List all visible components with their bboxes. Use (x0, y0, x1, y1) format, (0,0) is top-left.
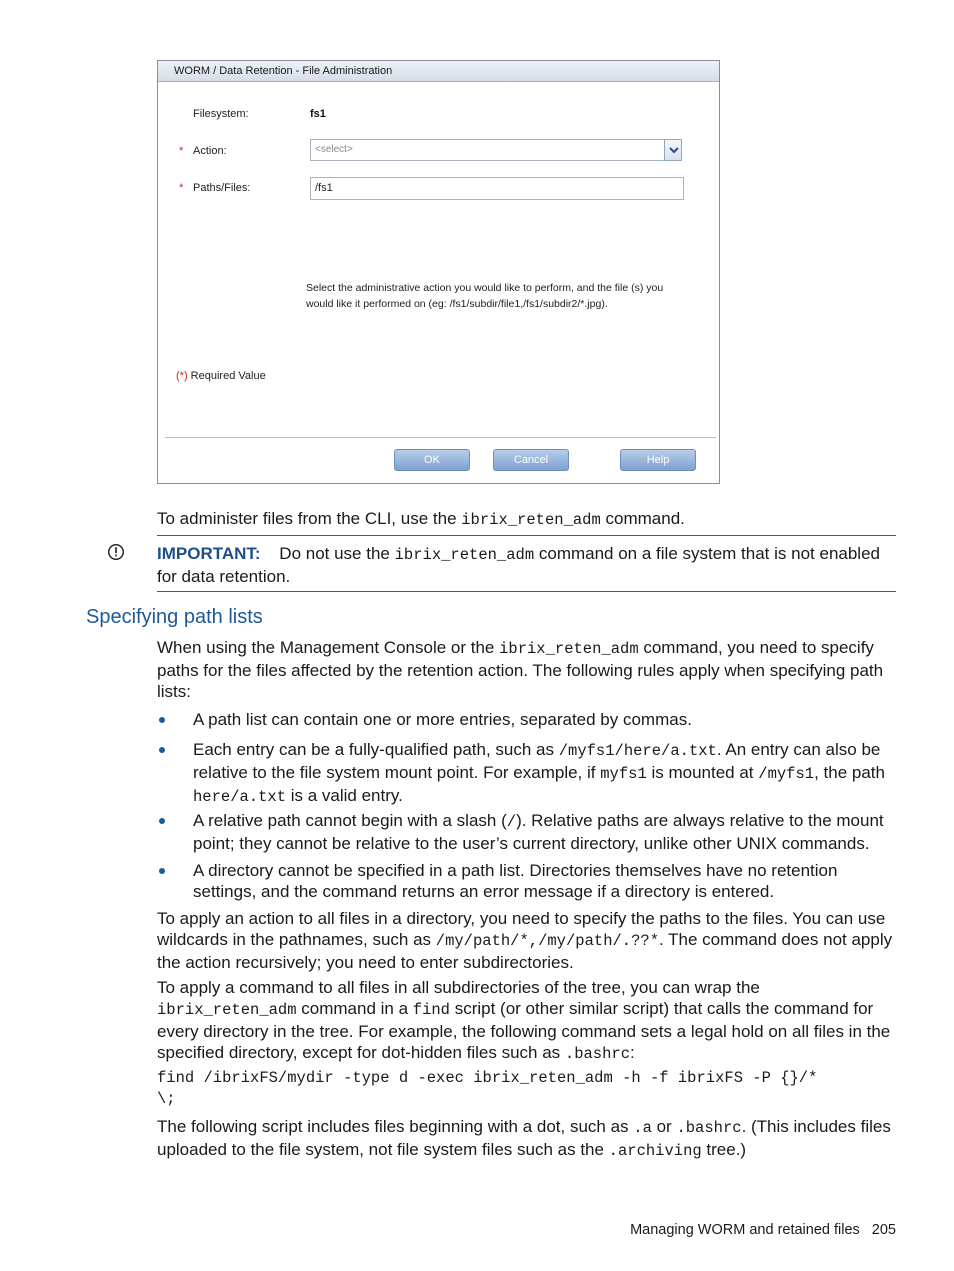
list-item-text: A path list can contain one or more entries, separated by commas. (193, 710, 692, 729)
dialog-divider (165, 437, 716, 439)
list-item (157, 860, 897, 902)
list-item-text: A directory cannot be specified in a path list. Directories themselves have no retention settings, and the command returns an error message if a directory is entered. (193, 861, 838, 901)
code-line: \; (157, 1090, 176, 1108)
filesystem-value: fs1 (310, 108, 326, 120)
important-bottom-rule (157, 591, 896, 592)
paths-label: Paths/Files: (193, 182, 251, 194)
code-block (157, 1068, 897, 1110)
section-heading: Specifying path lists (86, 606, 263, 628)
code-line: find /ibrixFS/mydir -type d -exec ibrix_reten_adm -h -f ibrixFS -P {}/* (157, 1069, 818, 1087)
important-command: ibrix_reten_adm (394, 546, 535, 564)
list-item-code: /myfs1 (758, 765, 815, 783)
list-item-code: here/a.txt (193, 788, 287, 806)
action-select-value: <select> (315, 144, 353, 155)
footer-title: Managing WORM and retained files (630, 1222, 860, 1238)
para2-code: /my/path/*,/my/path/.??* (435, 932, 660, 950)
para2-text-end: . The command does not apply the action recursively; you need to enter subdirectories. (157, 930, 893, 972)
para1-text-end: command, you need to specify paths for the files affected by the retention action. The following rules apply when specifying path lists: (157, 638, 884, 701)
required-note (176, 370, 266, 382)
para3-code: ibrix_reten_adm (157, 1001, 297, 1019)
intro-command: ibrix_reten_adm (461, 511, 601, 529)
para1-command: ibrix_reten_adm (499, 640, 639, 658)
required-mark: * (179, 182, 184, 194)
list-item (157, 810, 897, 854)
section-paragraph-2 (157, 908, 897, 973)
required-note-text: Required Value (190, 370, 266, 382)
para2-text: To apply an action to all files in a directory, you need to specify the paths to the files. You can use wildcards in the pathnames, such as (157, 909, 886, 949)
list-item-text: is a valid entry. (286, 786, 403, 805)
para4-text: . (This includes files uploaded to the file system, not file system files such as the (157, 1117, 891, 1159)
required-note-mark: (*) (176, 370, 188, 382)
section-paragraph-1 (157, 637, 897, 702)
para4-code: .bashrc (676, 1119, 742, 1137)
list-item-text: Each entry can be a fully-qualified path, such as (193, 740, 559, 759)
cancel-button[interactable]: Cancel (493, 449, 569, 471)
section-paragraph-4 (157, 1116, 897, 1162)
important-text: Do not use the (279, 544, 395, 563)
bullet-icon (159, 868, 165, 874)
list-item-text: , the path (814, 763, 885, 782)
intro-text: To administer files from the CLI, use the (157, 509, 462, 528)
rules-list (157, 739, 897, 808)
para4-text: or (651, 1117, 677, 1136)
para3-code: find (412, 1001, 450, 1019)
list-item-text: . An entry can also be relative to the file system mount point. For example, if (193, 740, 881, 782)
para4-code: .a (633, 1119, 652, 1137)
para4-code: .archiving (608, 1142, 702, 1160)
rules-list (157, 810, 897, 854)
dialog-title: WORM / Data Retention - File Administration (158, 61, 719, 82)
required-mark: * (179, 145, 184, 157)
para4-text: The following script includes files beginning with a dot, such as (157, 1117, 634, 1136)
para3-code: .bashrc (564, 1045, 631, 1063)
para3-text: To apply a command to all files in all subdirectories of the tree, you can wrap the (157, 978, 760, 997)
dialog-hint: Select the administrative action you would like to perform, and the file (s) you would like it performed on (eg: /fs1/subdir/file1,/fs1/subdir2/*.jpg). (306, 282, 664, 310)
list-item (157, 709, 897, 730)
help-button[interactable]: Help (620, 449, 696, 471)
bullet-icon (159, 747, 165, 753)
para3-text: script (or other similar script) that calls the command for every directory in the tree. For example, the following command sets a legal hold on all files in the specified directory, except for dot-hidden files such as (157, 999, 891, 1062)
rules-list (157, 860, 897, 902)
important-top-rule (157, 535, 896, 536)
important-icon (107, 543, 125, 561)
para4-text-end: tree.) (701, 1140, 747, 1159)
list-item-code: /myfs1/here/a.txt (558, 742, 717, 760)
bullet-icon (159, 818, 165, 824)
list-item-text: is mounted at (646, 763, 759, 782)
list-item-code: / (506, 813, 517, 831)
list-item-text: A relative path cannot begin with a slash ( (193, 811, 507, 830)
list-item (157, 739, 897, 808)
filesystem-label: Filesystem: (193, 108, 249, 120)
important-note (157, 543, 897, 587)
page-footer (630, 1222, 896, 1238)
action-select[interactable] (310, 139, 682, 161)
action-select-arrow[interactable] (664, 139, 682, 161)
section-paragraph-3 (157, 977, 897, 1065)
rules-list (157, 709, 897, 730)
para3-text: command in a (296, 999, 413, 1018)
chevron-down-icon (669, 147, 679, 154)
ok-button[interactable]: OK (394, 449, 470, 471)
important-label: IMPORTANT: (157, 544, 261, 563)
intro-paragraph (157, 508, 897, 531)
bullet-icon (159, 717, 165, 723)
page-number: 205 (871, 1222, 896, 1238)
intro-text-end: command. (600, 509, 685, 528)
list-item-text: ). Relative paths are always relative to the mount point; they cannot be relative to the user’s current directory, unlike other UNIX commands. (193, 811, 884, 853)
para1-text: When using the Management Console or the (157, 638, 500, 657)
paths-input[interactable]: /fs1 (310, 177, 684, 200)
para3-text-end: : (630, 1043, 635, 1062)
list-item-code: myfs1 (600, 765, 647, 783)
file-administration-dialog (157, 60, 720, 484)
action-label: Action: (193, 145, 227, 157)
important-text-end: command on a file system that is not enabled for data retention. (157, 544, 880, 586)
